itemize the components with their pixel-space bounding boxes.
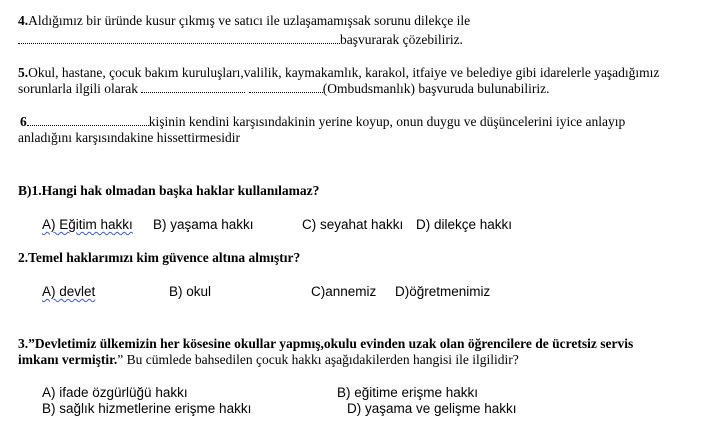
q5-blank-1[interactable] — [141, 82, 245, 93]
q6-blank[interactable] — [27, 115, 149, 126]
b3-option-b[interactable] — [337, 385, 478, 401]
q5-line-1 — [18, 65, 659, 81]
b3-option-c[interactable]: B) sağlık hizmetlerine erişme hakkı — [42, 401, 252, 416]
q5-line-2 — [18, 81, 550, 97]
q4-line-1 — [18, 13, 470, 29]
b3-option-d[interactable]: D) yaşama ve gelişme hakkı — [347, 401, 517, 416]
q6-line-2 — [18, 130, 240, 146]
q4-line-2 — [18, 32, 463, 48]
q6-line-1 — [20, 114, 625, 130]
q5-number: 5. — [18, 65, 29, 80]
b2-question: 2.Temel haklarımızı kim güvence altına almıştır? — [18, 250, 301, 265]
b1-option-c[interactable]: C) seyahat hakkı — [302, 217, 404, 232]
b2-option-b[interactable]: B) okul — [169, 284, 212, 299]
b2-option-a[interactable] — [42, 284, 95, 300]
q6-number: 6 — [20, 114, 27, 129]
b2-option-d[interactable]: D)öğretmenimiz — [395, 284, 491, 299]
b1-option-a-label: A) Eğitim hakkı — [42, 217, 133, 232]
b3-line-2 — [18, 352, 519, 368]
b3-line-1: 3.”Devletimiz ülkemizin her kösesine okullar yapmış,okulu evinden uzak olan öğrencilere de ücretsiz servis — [18, 336, 634, 351]
b1-option-a[interactable] — [42, 217, 133, 233]
b3-line-2-bold: imkanı vermiştir. — [18, 352, 118, 367]
q5-text-2b: (Ombudsmanlık) başvuruda bulunabiliriz. — [322, 81, 550, 96]
q5-text-1: Okul, hastane, çocuk bakım kuruluşları,valilik, kaymakamlık, karakol, itfaiye ve belediye gibi idarelerle yaşadığımız — [28, 65, 660, 80]
b2-option-c[interactable]: C)annemiz — [311, 284, 377, 299]
q5-text-2a: sorunlarla ilgili olarak — [18, 81, 138, 96]
q4-text-1: Aldığımız bir üründe kusur çıkmış ve satıcı ile uzlaşamamışsak sorunu dilekçe ile — [28, 13, 471, 28]
b3-line-2-rest: ” Bu cümlede bahsedilen çocuk hakkı aşağıdakilerden hangisi ile ilgilidir? — [117, 352, 519, 367]
b2-option-a-label: A) devlet — [42, 284, 96, 299]
b3-option-a[interactable]: A) ifade özgürlüğü hakkı — [42, 385, 188, 400]
b1-option-d[interactable]: D) dilekçe hakkı — [416, 217, 513, 232]
q6-text-2: anladığını karşısındakine hissettirmesidir — [18, 130, 240, 145]
b1-option-b[interactable]: B) yaşama hakkı — [153, 217, 254, 232]
q5-blank-2[interactable] — [249, 82, 323, 93]
q4-blank[interactable] — [18, 33, 340, 44]
q4-text-2: başvurarak çözebiliriz. — [340, 32, 463, 47]
q6-text-1: kişinin kendini karşısındakinin yerine koyup, onun duygu ve düşüncelerini iyice anlayıp — [148, 114, 626, 129]
b1-question: B)1.Hangi hak olmadan başka haklar kullanılamaz? — [18, 183, 320, 198]
b3-option-b-label: B) eğitime erişme hakkı — [337, 385, 479, 400]
q4-number: 4. — [18, 13, 29, 28]
